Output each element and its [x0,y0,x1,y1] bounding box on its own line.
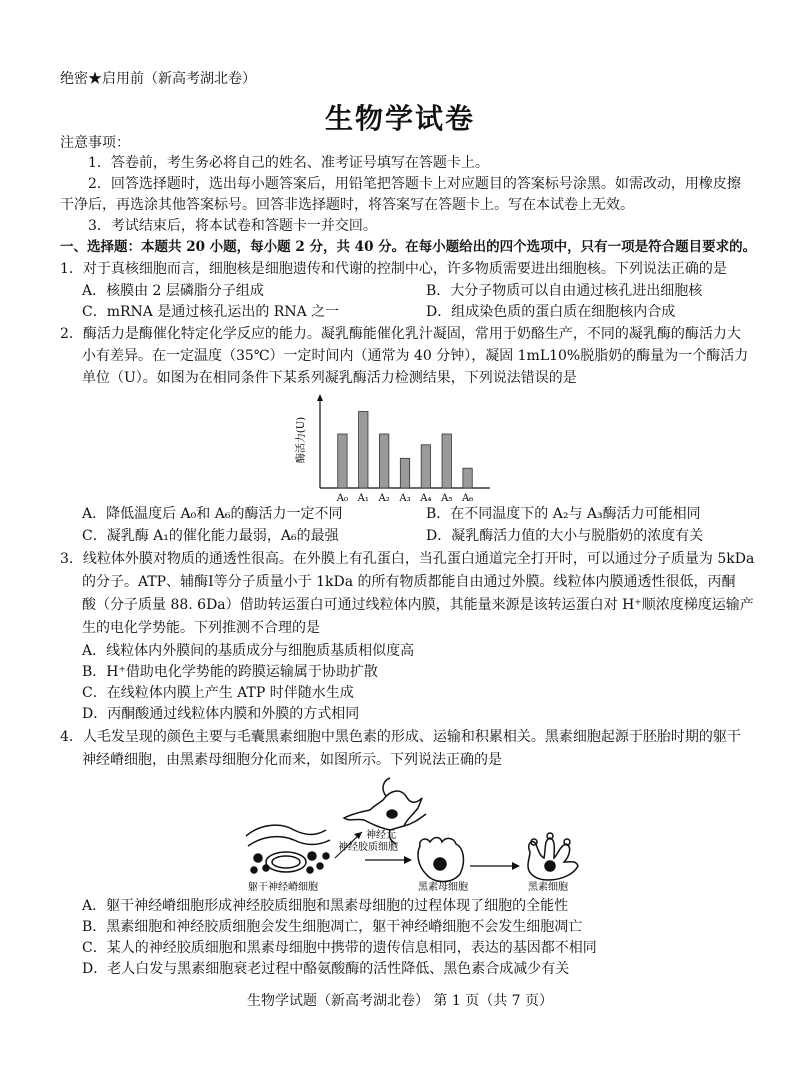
q2-option-c: C．凝乳酶 A₁的催化能力最弱，A₆的最强 [82,528,339,544]
melanocyte-diagram [240,770,600,896]
q2-option-d: D．凝乳酶活力值的大小与脱脂奶的浓度有关 [426,528,704,544]
q2-stem: 2．酶活力是酶催化特定化学反应的能力。凝乳酶能催化乳汁凝固，常用于奶酪生产，不同的凝乳酶的酶活力大 [60,326,741,342]
chart-ylabel: 酶活力(U) [296,416,307,464]
arrow-right-2-head [512,862,520,870]
note-item: 2．回答选择题时，选出每小题答案后，用铅笔把答题卡上对应题目的答案标号涂黑。如需改动，用橡皮擦 [88,176,741,192]
chart-bar [400,458,409,488]
melanocyte-cell [528,833,578,880]
label-neuron: 神经元 [366,830,396,841]
q2-option-a: A．降低温度后 A₀和 A₆的酶活力一定不同 [82,506,343,522]
arrow-right-1-head [404,856,412,864]
q4-option-b: B．黑素细胞和神经胶质细胞会发生细胞凋亡，躯干神经嵴细胞不会发生细胞凋亡 [82,919,583,935]
page-title: 生物学试卷 [324,102,475,135]
chart-bar [442,434,451,488]
q3-option-a: A．线粒体内外膜间的基质成分与细胞质基质相似度高 [82,643,415,659]
chart-bar [338,434,347,488]
q3-stem: 的分子。ATP、辅酶Ⅰ等分子质量小于 1kDa 的所有物质都能自由通过外膜。线粒体内膜通透性很低，丙酮 [82,574,736,590]
q2-stem: 单位（U）。如图为在相同条件下某系列凝乳酶活力检测结果，下列说法错误的是 [82,370,577,386]
q3-stem: 3．线粒体外膜对物质的通透性很高。在外膜上有孔蛋白，当孔蛋白通道完全打开时，可以通过分子质量为 5kDa [60,551,755,567]
q4-stem: 神经嵴细胞，由黑素母细胞分化而来，如图所示。下列说法正确的是 [82,752,502,768]
section-heading: 一、选择题：本题共 20 小题，每小题 2 分，共 40 分。在每小题给出的四个选项中，只有一项是符合题目要求的。 [60,239,757,255]
label-neural-crest: 躯干神经嵴细胞 [248,882,318,893]
q2-option-b: B．在不同温度下的 A₂与 A₃酶活力可能相同 [426,506,701,522]
q4-option-c: C．某人的神经胶质细胞和黑素母细胞中携带的遗传信息相同，表达的基因都不相同 [82,940,597,956]
chart-x-tick-label: A₄ [420,493,432,504]
chart-x-tick-label: A₃ [399,493,411,504]
notes-heading: 注意事项： [60,135,130,151]
q4-stem: 4．人毛发呈现的颜色主要与毛囊黑素细胞中黑色素的形成、运输和积累相关。黑素细胞起源于胚胎时期的躯干 [60,729,741,745]
note-item: 1．答卷前，考生务必将自己的姓名、准考证号填写在答题卡上。 [88,155,489,171]
chart-bar [421,445,430,488]
q4-option-a: A．躯干神经嵴细胞形成神经胶质细胞和黑素母细胞的过程体现了细胞的全能性 [82,898,569,914]
note-item: 3．考试结束后，将本试卷和答题卡一并交回。 [88,218,377,234]
q1-option-d: D．组成染色质的蛋白质在细胞核内合成 [426,304,676,320]
label-glia: 神经胶质细胞 [338,842,398,853]
q4-option-d: D．老人白发与黑素细胞衰老过程中酪氨酸酶的活性降低、黑色素合成减少有关 [82,961,570,977]
chart-x-tick-label: A₀ [336,493,349,504]
q1-stem: 1．对于真核细胞而言，细胞核是细胞遗传和代谢的控制中心，许多物质需要进出细胞核。下列说法正确的是 [60,261,727,277]
q3-option-c: C．在线粒体内膜上产生 ATP 时伴随水生成 [82,685,354,701]
q1-option-c: C．mRNA 是通过核孔运出的 RNA 之一 [82,304,340,320]
neural-crest-cells [246,825,330,873]
chart-x-tick-label: A₂ [378,493,390,504]
q3-stem: 生的电化学势能。下列推测不合理的是 [82,620,320,636]
page-footer: 生物学试题（新高考湖北卷） 第 1 页（共 7 页） [246,993,554,1009]
q3-option-d: D．丙酮酸通过线粒体内膜和外膜的方式相同 [82,706,360,722]
chart-x-tick-label: A₁ [357,493,369,504]
chart-bar [379,434,388,488]
label-melanoblast: 黑素母细胞 [418,882,468,893]
q2-stem: 小有差异。在一定温度（35℃）一定时间内（通常为 40 分钟），凝固 1mL10%脱脂奶的酶量为一个酶活力 [82,348,749,364]
chart-bar [359,412,368,489]
chart-x-tick-label: A₆ [461,493,474,504]
chart-y-axis-arrow [317,394,323,401]
chart-x-tick-label: A₅ [441,493,453,504]
q3-stem: 酸（分子质量 88. 6Da）借助转运蛋白可通过线粒体内膜，其能量来源是该转运蛋白对 H⁺顺浓度梯度运输产 [82,597,754,613]
q1-option-a: A．核膜由 2 层磷脂分子组成 [82,283,264,299]
chart-bar [463,468,472,488]
secret-label: 绝密★启用前（新高考湖北卷） [60,71,256,87]
q3-option-b: B．H⁺借助电化学势能的跨膜运输属于协助扩散 [82,664,378,680]
melanoblast-cell [418,838,463,882]
label-melanocyte: 黑素细胞 [528,882,568,893]
q1-option-b: B．大分子物质可以自由通过核孔进出细胞核 [426,283,703,299]
enzyme-activity-chart [290,392,500,504]
note-item: 干净后，再选涂其他答案标号。回答非选择题时，将答案写在答题卡上。写在本试卷上无效。 [60,197,634,213]
